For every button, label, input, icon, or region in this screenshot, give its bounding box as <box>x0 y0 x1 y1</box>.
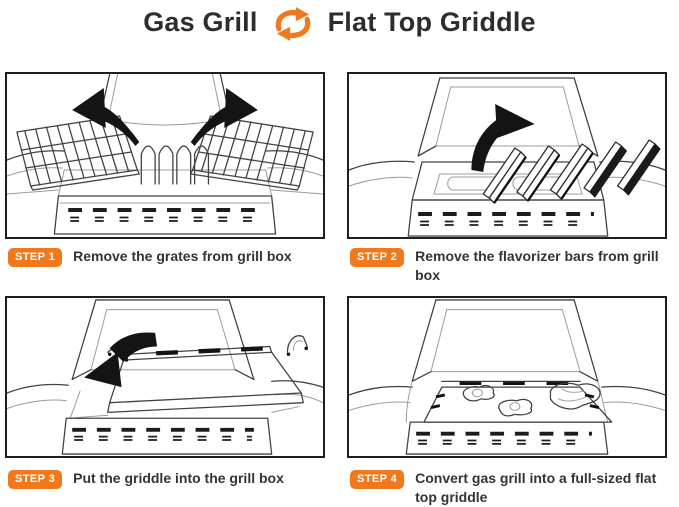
step-1-panel <box>5 72 325 239</box>
step-2-text: Remove the flavorizer bars from grill box <box>415 248 659 283</box>
step-4-badge: STEP 4 <box>350 470 404 489</box>
title-left: Gas Grill <box>143 7 258 37</box>
steps-grid <box>0 72 679 507</box>
step-3-panel <box>5 296 325 458</box>
step-4-caption <box>347 469 667 507</box>
step-3-caption <box>5 469 325 489</box>
page-title <box>0 0 679 72</box>
step-4-text: Convert gas grill into a full-sized flat top griddle <box>415 470 657 505</box>
step-3-badge: STEP 3 <box>8 470 62 489</box>
step-3-text: Put the griddle into the grill box <box>73 470 284 486</box>
step-4-panel <box>347 296 667 458</box>
flavorizer-bars-removal-illustration <box>349 74 665 237</box>
grates-removal-illustration <box>7 74 323 237</box>
griddle-installed-cooking-illustration <box>349 298 665 456</box>
swap-arrows-icon <box>270 7 316 41</box>
step-1-caption <box>5 247 325 296</box>
step-1-text: Remove the grates from grill box <box>73 248 292 264</box>
step-2-caption <box>347 247 667 296</box>
step-2-badge: STEP 2 <box>350 248 404 267</box>
step-2-panel <box>347 72 667 239</box>
title-right: Flat Top Griddle <box>327 7 536 37</box>
step-2-cell <box>347 72 667 296</box>
step-1-badge: STEP 1 <box>8 248 62 267</box>
step-4-cell <box>347 296 667 507</box>
step-3-cell <box>5 296 325 507</box>
step-1-cell <box>5 72 325 296</box>
griddle-insertion-illustration <box>7 298 323 456</box>
